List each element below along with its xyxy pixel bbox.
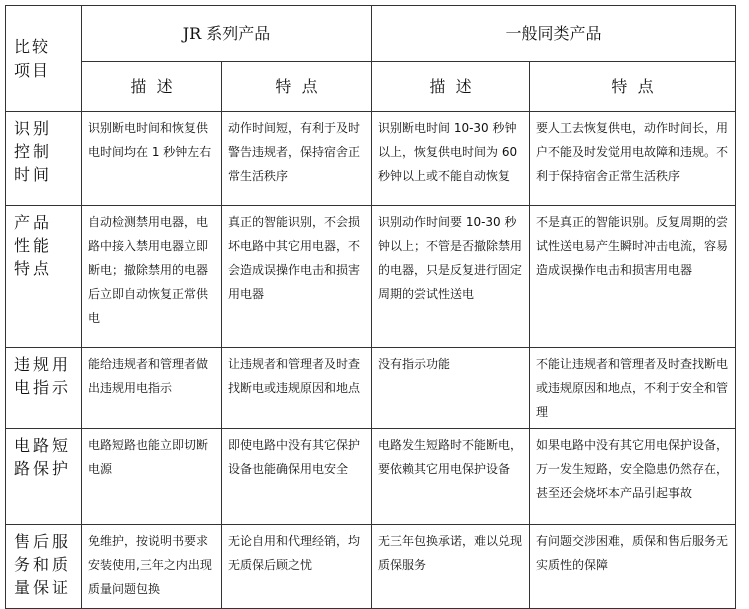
generic-describe-header (372, 62, 530, 112)
generic-feature-cell (530, 112, 736, 206)
row-label (6, 525, 82, 609)
generic-feature-text: 有问题交涉困难，质保和售后服务无实质性的保障 (536, 534, 729, 572)
comparison-table (5, 5, 736, 609)
jr-feature-cell (222, 429, 372, 525)
generic-describe-cell (372, 525, 530, 609)
jr-describe-cell (82, 525, 222, 609)
generic-feature-label: 特 点 (611, 76, 654, 96)
generic-feature-text: 要人工去恢复供电，动作时间长，用户不能及时发觉用电故障和违规。不利于保持宿舍正常生活秩序 (536, 121, 729, 183)
table-row (6, 348, 736, 429)
generic-feature-text: 不能让违规者和管理者及时查找断电或违规原因和地点，不利于安全和管理 (536, 357, 729, 419)
generic-feature-cell (530, 348, 736, 429)
row-label-text: 售后服 务和质 量保证 (14, 532, 72, 597)
jr-describe-text: 电路短路也能立即切断电源 (88, 438, 209, 476)
generic-describe-label: 描 述 (429, 76, 472, 96)
jr-describe-cell (82, 429, 222, 525)
jr-feature-text: 动作时间短，有利于及时警告违规者，保持宿舍正常生活秩序 (228, 121, 361, 183)
generic-feature-text: 如果电路中没有其它用电保护设备，万一发生短路，安全隐患仍然存在，甚至还会烧坏本产品引起事故 (536, 438, 729, 500)
row-label (6, 348, 82, 429)
jr-describe-header (82, 62, 222, 112)
row-label-text: 产品 性能 特点 (14, 213, 53, 278)
generic-describe-text: 电路发生短路时不能断电，要依赖其它用电保护设备 (378, 438, 523, 476)
jr-feature-cell (222, 348, 372, 429)
header-row-top (6, 6, 736, 62)
jr-feature-text: 真正的智能识别，不会损坏电路中其它用电器，不会造成误操作电击和损害用电器 (228, 215, 361, 301)
row-label (6, 429, 82, 525)
row-label (6, 112, 82, 206)
generic-feature-cell (530, 206, 736, 348)
generic-describe-text: 没有指示功能 (378, 357, 451, 371)
row-label-text: 违规用 电指示 (14, 355, 72, 397)
table-row (6, 112, 736, 206)
generic-describe-cell (372, 429, 530, 525)
jr-products-header (82, 6, 372, 62)
jr-describe-text: 识别断电时间和恢复供电时间均在 1 秒钟左右 (88, 121, 212, 159)
corner-header (6, 6, 82, 112)
jr-describe-label: 描 述 (130, 76, 173, 96)
jr-feature-header (222, 62, 372, 112)
jr-feature-text: 无论自用和代理经销，均无质保后顾之忧 (228, 534, 361, 572)
jr-products-title: JR 系列产品 (182, 23, 271, 43)
row-label (6, 206, 82, 348)
generic-feature-cell (530, 429, 736, 525)
jr-feature-cell (222, 112, 372, 206)
generic-describe-cell (372, 112, 530, 206)
generic-products-title: 一般同类产品 (505, 23, 602, 43)
header-row-sub (6, 62, 736, 112)
jr-describe-cell (82, 112, 222, 206)
jr-describe-text: 自动检测禁用电器，电路中接入禁用电器立即断电；撤除禁用的电器后立即自动恢复正常供电 (88, 215, 209, 325)
table-row (6, 429, 736, 525)
jr-feature-cell (222, 206, 372, 348)
row-label-text: 识别 控制 时间 (14, 119, 53, 184)
jr-describe-cell (82, 206, 222, 348)
jr-describe-text: 免维护，按说明书要求安装使用,三年之内出现质量问题包换 (88, 534, 212, 596)
generic-describe-cell (372, 348, 530, 429)
table-row (6, 206, 736, 348)
generic-feature-header (530, 62, 736, 112)
row-label-text: 电路短 路保护 (14, 436, 72, 478)
generic-describe-text: 识别断电时间 10-30 秒钟以上，恢复供电时间为 60 秒钟以上或不能自动恢复 (378, 121, 518, 183)
jr-feature-text: 让违规者和管理者及时查找断电或违规原因和地点 (228, 357, 361, 395)
generic-feature-text: 不是真正的智能识别。反复周期的尝试性送电易产生瞬时冲击电流，容易造成误操作电击和损害用电器 (536, 215, 729, 277)
jr-describe-text: 能给违规者和管理者做出违规用电指示 (88, 357, 209, 395)
corner-label: 比较 项目 (14, 36, 51, 80)
table-row (6, 525, 736, 609)
jr-feature-text: 即使电路中没有其它保护设备也能确保用电安全 (228, 438, 361, 476)
jr-feature-label: 特 点 (275, 76, 318, 96)
generic-feature-cell (530, 525, 736, 609)
jr-describe-cell (82, 348, 222, 429)
generic-products-header (372, 6, 736, 62)
generic-describe-text: 无三年包换承诺，难以兑现质保服务 (378, 534, 523, 572)
generic-describe-cell (372, 206, 530, 348)
jr-feature-cell (222, 525, 372, 609)
generic-describe-text: 识别动作时间要 10-30 秒钟以上；不管是否撤除禁用的电器，只是反复进行固定周期的尝试性送电 (378, 215, 523, 301)
